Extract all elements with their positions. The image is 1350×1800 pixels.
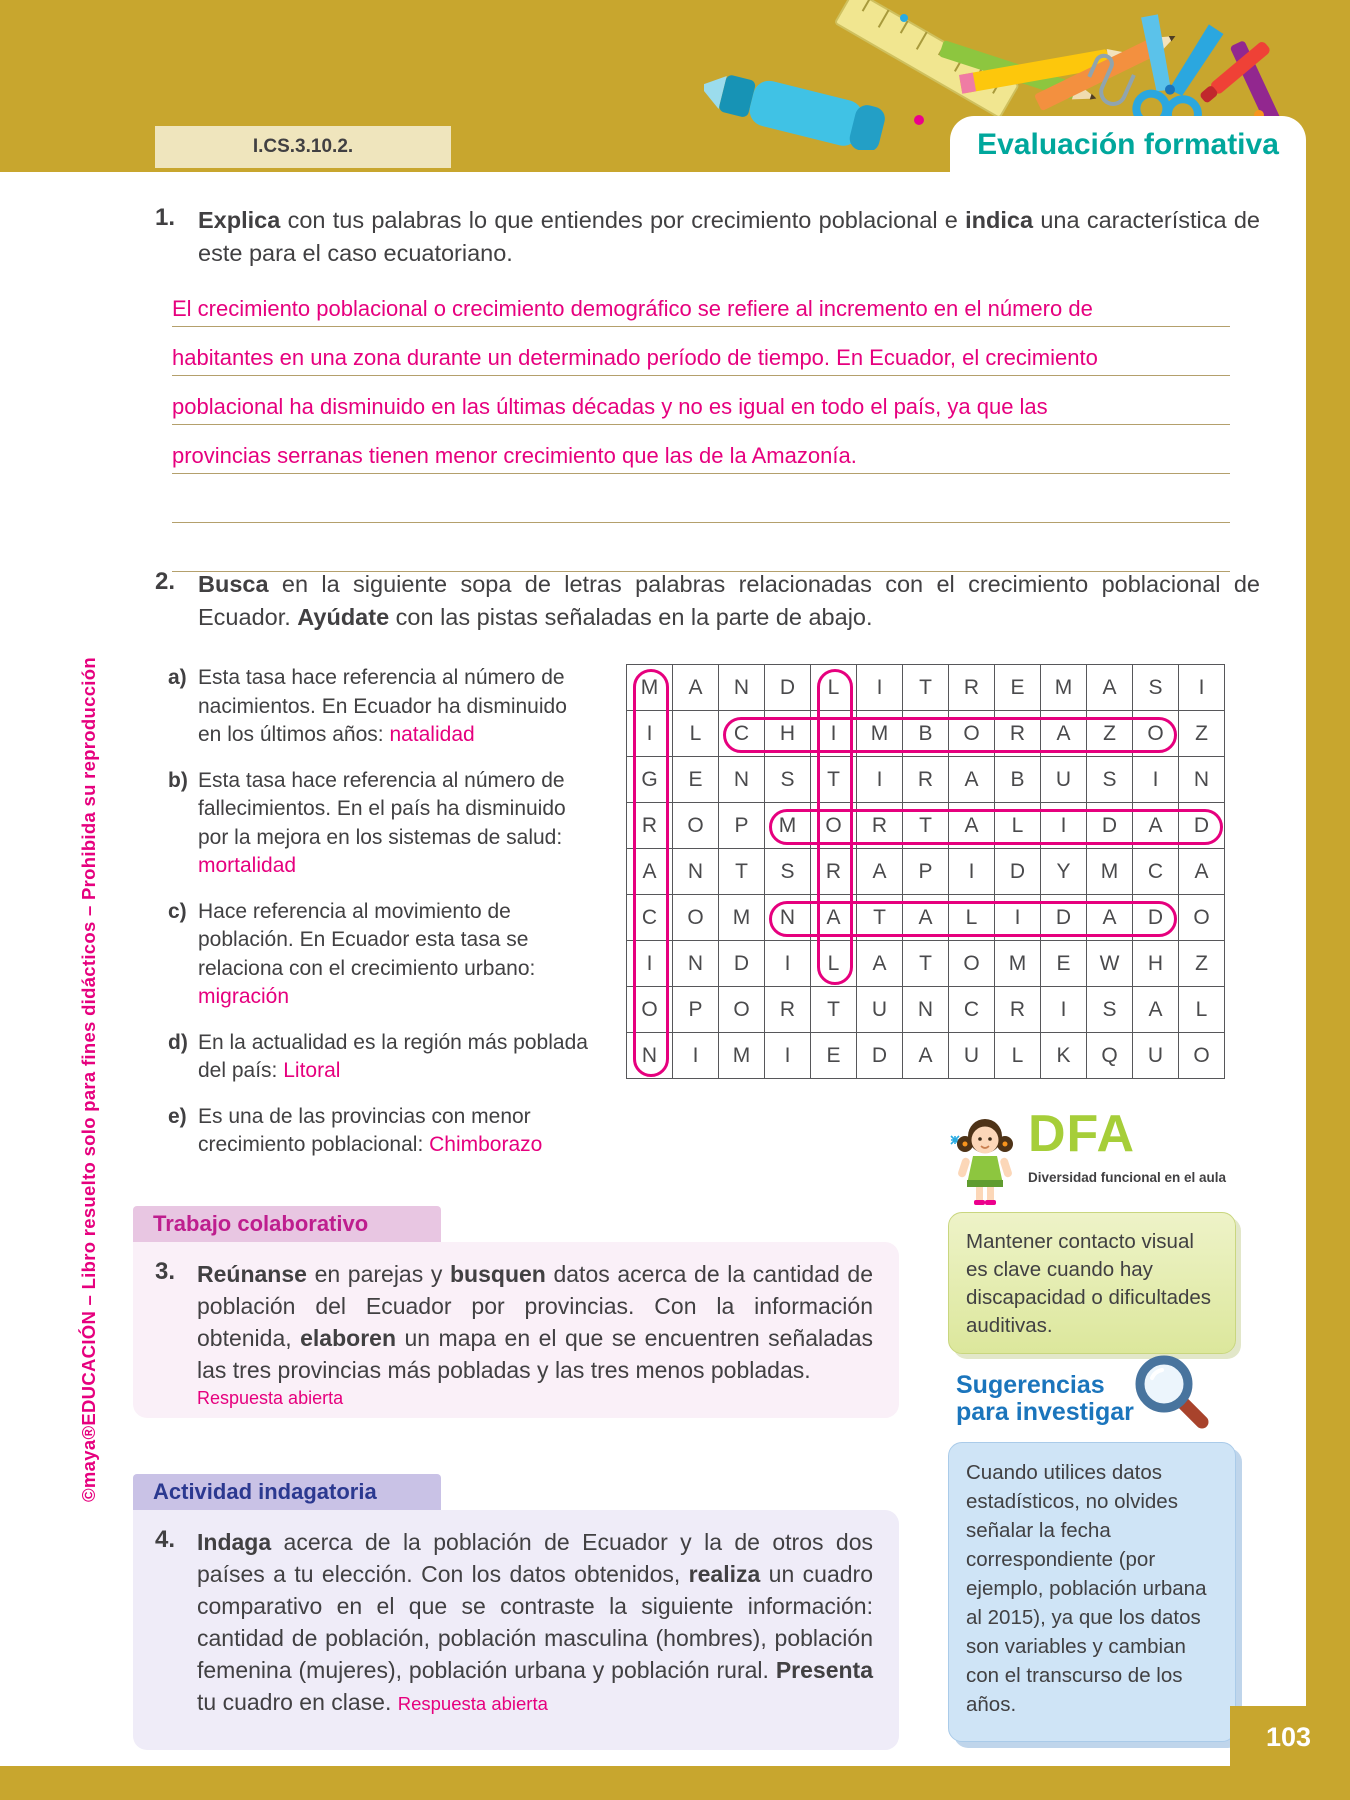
grid-cell: N [673,849,719,895]
grid-cell: N [1179,757,1225,803]
grid-cell: E [811,1033,857,1079]
page-number-tab [1230,1706,1350,1800]
grid-cell: A [903,1033,949,1079]
text-segment: Indaga [197,1529,272,1555]
grid-cell: H [1133,941,1179,987]
grid-cell: A [1133,987,1179,1033]
grid-cell: I [765,941,811,987]
highlighter-icon [704,64,887,150]
collab-panel [133,1242,899,1418]
grid-cell: I [1041,803,1087,849]
dfa-tip-text: Mantener contacto visual es clave cuando hay discapacidad o dificultades auditivas. [966,1230,1212,1337]
grid-cell: H [765,711,811,757]
answer-line: poblacional ha disminuido en las últimas décadas y no es igual en todo el país, ya que las [172,376,1230,425]
question-1-prompt [198,204,1260,270]
dfa-girl-illustration [943,1106,1025,1206]
answer-line: provincias serranas tienen menor crecimiento que las de la Amazonía. [172,425,1230,474]
grid-cell: N [673,941,719,987]
grid-cell: D [765,665,811,711]
grid-cell: E [673,757,719,803]
answer-line [172,523,1230,572]
grid-cell: T [903,803,949,849]
grid-cell: I [1133,757,1179,803]
grid-cell: R [903,757,949,803]
grid-cell: I [949,849,995,895]
grid-cell: T [719,849,765,895]
text-segment: un mapa en el que se encuentren señaladas las tres provincias más pobladas y las tres menos pobladas. [197,1325,874,1383]
inquiry-panel [133,1510,899,1750]
grid-cell: O [1133,711,1179,757]
question-2-number: 2. [155,568,176,595]
grid-cell: L [811,941,857,987]
page-title: Evaluación formativa [977,128,1279,161]
magnifier-icon [1128,1348,1214,1434]
grid-cell: O [719,987,765,1033]
clue-text: En la actualidad es la región más poblada del país: Litoral [198,1030,588,1082]
text-segment: realiza [688,1561,761,1587]
grid-cell: N [719,665,765,711]
text-segment: datos acerca de la cantidad de población del Ecuador por provincias. Con la información obtenida, [197,1261,873,1351]
question-4-number: 4. [155,1526,176,1553]
clue-text: Esta tasa hace referencia al número de fallecimientos. En el país ha disminuido por la mejora en los sistemas de salud: mortalidad [198,768,566,877]
question-3-text [197,1258,873,1386]
grid-cell: R [627,803,673,849]
grid-cell: Q [1087,1033,1133,1079]
grid-cell: A [627,849,673,895]
question-1-number: 1. [155,204,176,231]
text-segment: Reúnanse [197,1261,307,1287]
grid-cell: R [995,711,1041,757]
grid-cell: G [627,757,673,803]
collab-section-header: Trabajo colaborativo [133,1206,441,1242]
grid-cell: Y [1041,849,1087,895]
grid-cell: R [811,849,857,895]
grid-cell: I [1179,665,1225,711]
text-segment: Explica [198,207,281,233]
grid-cell: U [1133,1033,1179,1079]
clue-item [168,898,596,1012]
text-segment: Busca [198,571,269,597]
grid-cell: A [949,803,995,849]
grid-cell: M [995,941,1041,987]
suggestions-heading-line2: para investigar [956,1398,1134,1426]
grid-cell: O [811,803,857,849]
question-3-number: 3. [155,1258,176,1285]
grid-cell: D [857,1033,903,1079]
grid-cell: S [1087,757,1133,803]
dfa-tip-box [948,1212,1236,1354]
grid-cell: D [1133,895,1179,941]
dfa-subtitle: Diversidad funcional en el aula [1028,1170,1227,1185]
grid-cell: I [995,895,1041,941]
wordsearch [626,664,1228,1082]
text-segment: Respuesta abierta [397,1693,548,1714]
grid-cell: D [995,849,1041,895]
text-segment: busquen [450,1261,546,1287]
grid-cell: O [673,803,719,849]
clue-text: Hace referencia al movimiento de población. En Ecuador esta tasa se relaciona con el crecimiento urbano: migración [198,899,536,1008]
grid-cell: A [1087,665,1133,711]
text-segment: acerca de la población de Ecuador y la de otros dos países a tu elección. Con los datos obtenidos, [197,1529,873,1587]
grid-cell: L [949,895,995,941]
grid-cell: U [857,987,903,1033]
text-segment: tu cuadro en clase. [197,1689,398,1715]
grid-cell: M [765,803,811,849]
suggestions-heading-line1: Sugerencias [956,1371,1105,1399]
grid-cell: I [1041,987,1087,1033]
grid-cell: U [1041,757,1087,803]
grid-cell: M [1041,665,1087,711]
header-title-tab [950,116,1306,174]
grid-cell: T [857,895,903,941]
grid-cell: I [627,941,673,987]
clue-item [168,1103,596,1160]
grid-cell: A [1179,849,1225,895]
grid-cell: D [1179,803,1225,849]
standard-code-label: I.CS.3.10.2. [155,126,451,168]
grid-cell: M [627,665,673,711]
grid-cell: O [949,711,995,757]
question-2-prompt [198,568,1260,634]
grid-cell: T [903,665,949,711]
answer-line: habitantes en una zona durante un determinado período de tiempo. En Ecuador, el crecimiento [172,327,1230,376]
grid-cell: K [1041,1033,1087,1079]
grid-cell: D [1087,803,1133,849]
grid-cell: A [1087,895,1133,941]
grid-cell: O [1179,895,1225,941]
grid-cell: R [857,803,903,849]
grid-cell: L [811,665,857,711]
grid-cell: S [1087,987,1133,1033]
grid-cell: Z [1179,941,1225,987]
grid-cell: A [673,665,719,711]
grid-cell: A [811,895,857,941]
suggestions-tip-box [948,1442,1236,1742]
text-segment: en la siguiente sopa de letras palabras relacionadas con el crecimiento poblacional de Ecuador. [198,571,1260,630]
grid-cell: P [673,987,719,1033]
clue-answer: Chimborazo [429,1133,543,1156]
grid-cell: R [995,987,1041,1033]
grid-cell: A [1133,803,1179,849]
grid-cell: M [1087,849,1133,895]
grid-cell: C [719,711,765,757]
clue-answer: Litoral [283,1059,341,1082]
grid-cell: D [719,941,765,987]
grid-cell: O [1179,1033,1225,1079]
text-segment: elaboren [300,1325,396,1351]
grid-cell: Z [1087,711,1133,757]
grid-cell: N [627,1033,673,1079]
copyright-side-text: ©maya®EDUCACIÓN – Libro resuelto solo para fines didácticos – Prohibida su reproducción [78,657,99,1502]
suggestions-heading [956,1372,1134,1426]
grid-cell: B [903,711,949,757]
clue-text: Esta tasa hace referencia al número de nacimientos. En Ecuador ha disminuido en los últimos años: natalidad [198,666,567,746]
grid-cell: I [857,665,903,711]
grid-cell: C [1133,849,1179,895]
grid-cell: A [903,895,949,941]
grid-cell: P [719,803,765,849]
grid-cell: S [1133,665,1179,711]
grid-cell: T [811,987,857,1033]
grid-cell: N [719,757,765,803]
grid-cell: E [1041,941,1087,987]
q1-answer-lines [172,278,1230,572]
text-segment: Presenta [775,1657,873,1683]
grid-cell: T [811,757,857,803]
grid-cell: D [1041,895,1087,941]
grid-cell: S [765,849,811,895]
grid-cell: R [765,987,811,1033]
text-segment: una característica de este para el caso ecuatoriano. [198,207,1260,266]
text-segment: en parejas y [306,1261,450,1287]
grid-cell: C [949,987,995,1033]
grid-cell: O [673,895,719,941]
clue-text: Es una de las provincias con menor crecimiento poblacional: Chimborazo [198,1104,543,1156]
text-segment: con tus palabras lo que entiendes por crecimiento poblacional e [280,207,966,233]
grid-cell: I [627,711,673,757]
text-segment: Ayúdate [297,604,390,630]
inquiry-section-header: Actividad indagatoria [133,1474,441,1510]
grid-cell: I [765,1033,811,1079]
grid-cell: S [765,757,811,803]
clue-letter: b) [168,768,188,792]
grid-cell: N [903,987,949,1033]
clue-letter: d) [168,1030,188,1054]
grid-cell: A [857,849,903,895]
grid-cell: T [903,941,949,987]
clue-answer: natalidad [389,723,475,746]
wordsearch-grid [626,664,1225,1079]
grid-cell: M [857,711,903,757]
clue-item [168,767,596,881]
grid-cell: P [903,849,949,895]
grid-cell: O [627,987,673,1033]
clue-item [168,1029,596,1086]
grid-cell: A [857,941,903,987]
grid-cell: U [949,1033,995,1079]
grid-cell: L [1179,987,1225,1033]
grid-cell: Z [1179,711,1225,757]
grid-cell: W [1087,941,1133,987]
page-number: 103 [1266,1722,1312,1752]
clue-item [168,664,596,750]
grid-cell: O [949,941,995,987]
open-answer-note: Respuesta abierta [197,1388,344,1408]
grid-cell: M [719,895,765,941]
grid-cell: B [995,757,1041,803]
text-segment: indica [965,207,1034,233]
grid-cell: E [995,665,1041,711]
clue-letter: a) [168,666,187,689]
clue-letter: c) [168,899,187,923]
dfa-logo: DFA [1028,1105,1135,1163]
answer-line [172,474,1230,523]
grid-cell: I [857,757,903,803]
grid-cell: A [1041,711,1087,757]
grid-cell: R [949,665,995,711]
grid-cell: L [995,1033,1041,1079]
suggestions-tip-text: Cuando utilices datos estadísticos, no olvides señalar la fecha correspondiente (por ejemplo, población urbana al 2015), ya que los datos son variables y cambian con el transcurso de los años. [966,1461,1207,1716]
text-segment: con las pistas señaladas en la parte de abajo. [389,604,873,630]
grid-cell: N [765,895,811,941]
text-segment: un cuadro comparativo en el que se contraste la siguiente información: cantidad de población, población masculina (hombres), población femenina (mujeres), población urbana y población rural. [197,1561,873,1683]
grid-cell: I [811,711,857,757]
grid-cell: A [949,757,995,803]
clue-answer: migración [198,985,290,1008]
clue-letter: e) [168,1104,187,1128]
grid-cell: I [673,1033,719,1079]
grid-cell: L [995,803,1041,849]
clue-answer: mortalidad [198,854,297,877]
answer-line: El crecimiento poblacional o crecimiento demográfico se refiere al incremento en el número de [172,278,1230,327]
clue-list [168,664,596,1177]
grid-cell: C [627,895,673,941]
grid-cell: M [719,1033,765,1079]
question-4-text [197,1526,873,1720]
grid-cell: L [673,711,719,757]
